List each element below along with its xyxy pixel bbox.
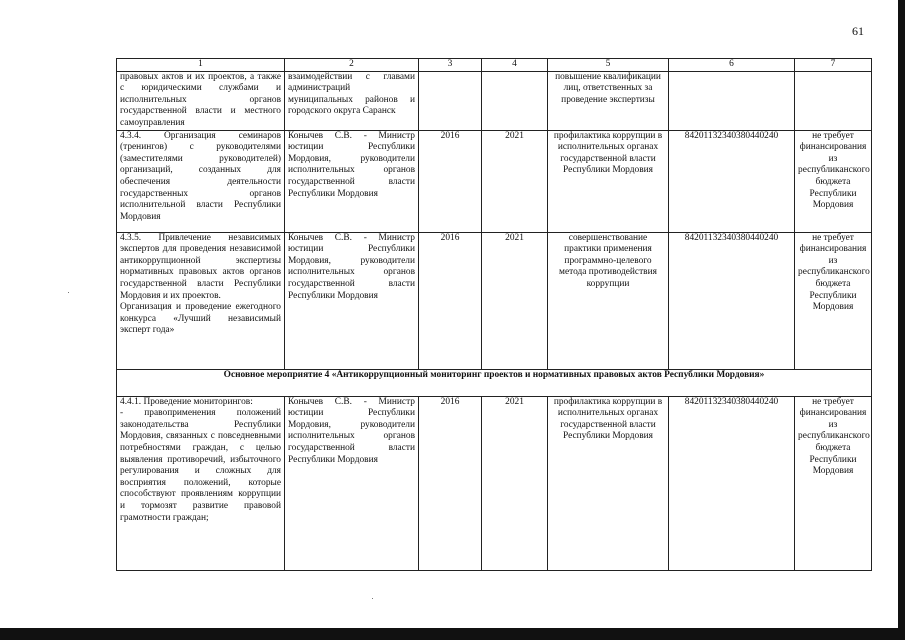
responsible-cell: Конычев С.В. - Министр юстиции Республики Мордовия, руководители исполнительных органов государственной власти Республики Мордовия — [285, 232, 419, 369]
activity-cell: правовых актов и их проектов, а также с юридическими службами и исполнительных органов государственной власти и местного самоуправления — [117, 71, 285, 130]
program-table — [116, 58, 872, 571]
financing-cell: не требует финансирования из республиканского бюджета Республики Мордовия — [795, 130, 872, 232]
budget-code-cell — [669, 71, 795, 130]
end-year-cell: 2021 — [482, 396, 548, 570]
column-number: 2 — [285, 59, 419, 72]
table-row — [117, 232, 872, 369]
scan-speck — [68, 292, 69, 293]
result-cell: повышение квалификации лиц, ответственных за проведение экспертизы — [548, 71, 669, 130]
activity-cell: 4.3.5. Привлечение независимых экспертов для проведения независимой антикоррупционной экспертизы нормативных правовых актов органов государственной власти Республики Мордовия и их проектов. Организация и проведение ежегодного конкурса «Лучший независимый эксперт года» — [117, 232, 285, 369]
table-row — [117, 396, 872, 570]
result-cell: совершенствование практики применения программно-целевого метода противодействия коррупции — [548, 232, 669, 369]
activity-cell: 4.4.1. Проведение мониторингов: - правоприменения положений законодательства Республики Мордовия, связанных с повседневными потребностями граждан, с целью выявления противоречий, избыточного регулирования и сложных для восприятия положений, которые способствуют проявлениям коррупции и тормозят развитие правовой грамотности граждан; — [117, 396, 285, 570]
scan-speck — [372, 598, 373, 599]
responsible-cell: Конычев С.В. - Министр юстиции Республики Мордовия, руководители исполнительных органов государственной власти Республики Мордовия — [285, 130, 419, 232]
end-year-cell: 2021 — [482, 130, 548, 232]
end-year-cell: 2021 — [482, 232, 548, 369]
result-cell: профилактика коррупции в исполнительных органах государственной власти Республики Мордовия — [548, 396, 669, 570]
column-number: 3 — [419, 59, 482, 72]
result-cell: профилактика коррупции в исполнительных органах государственной власти Республики Мордовия — [548, 130, 669, 232]
end-year-cell — [482, 71, 548, 130]
column-number: 1 — [117, 59, 285, 72]
column-number-row — [117, 59, 872, 72]
financing-cell: не требует финансирования из республиканского бюджета Республики Мордовия — [795, 232, 872, 369]
column-number: 5 — [548, 59, 669, 72]
activity-cell: 4.3.4. Организация семинаров (тренингов) с руководителями (заместителями руководителей) организаций, созданных для обеспечения деятельности государственных органов исполнительной власти Республики Мордовия — [117, 130, 285, 232]
financing-cell: не требует финансирования из республиканского бюджета Республики Мордовия — [795, 396, 872, 570]
budget-code-cell: 84201132340380440240 — [669, 232, 795, 369]
financing-cell — [795, 71, 872, 130]
column-number: 4 — [482, 59, 548, 72]
scan-edge-right — [898, 0, 905, 640]
column-number: 7 — [795, 59, 872, 72]
start-year-cell — [419, 71, 482, 130]
table-row — [117, 71, 872, 130]
section-heading-row — [117, 369, 872, 396]
start-year-cell: 2016 — [419, 232, 482, 369]
scan-edge-bottom — [0, 628, 905, 640]
budget-code-cell: 84201132340380440240 — [669, 130, 795, 232]
responsible-cell: Конычев С.В. - Министр юстиции Республики Мордовия, руководители исполнительных органов государственной власти Республики Мордовия — [285, 396, 419, 570]
table-row — [117, 130, 872, 232]
page-number: 61 — [852, 24, 864, 38]
start-year-cell: 2016 — [419, 130, 482, 232]
section-heading: Основное мероприятие 4 «Антикоррупционный мониторинг проектов и нормативных правовых актов Республики Мордовия» — [117, 369, 872, 396]
column-number: 6 — [669, 59, 795, 72]
budget-code-cell: 84201132340380440240 — [669, 396, 795, 570]
start-year-cell: 2016 — [419, 396, 482, 570]
responsible-cell: взаимодействии с главами администраций муниципальных районов и городского округа Саранск — [285, 71, 419, 130]
